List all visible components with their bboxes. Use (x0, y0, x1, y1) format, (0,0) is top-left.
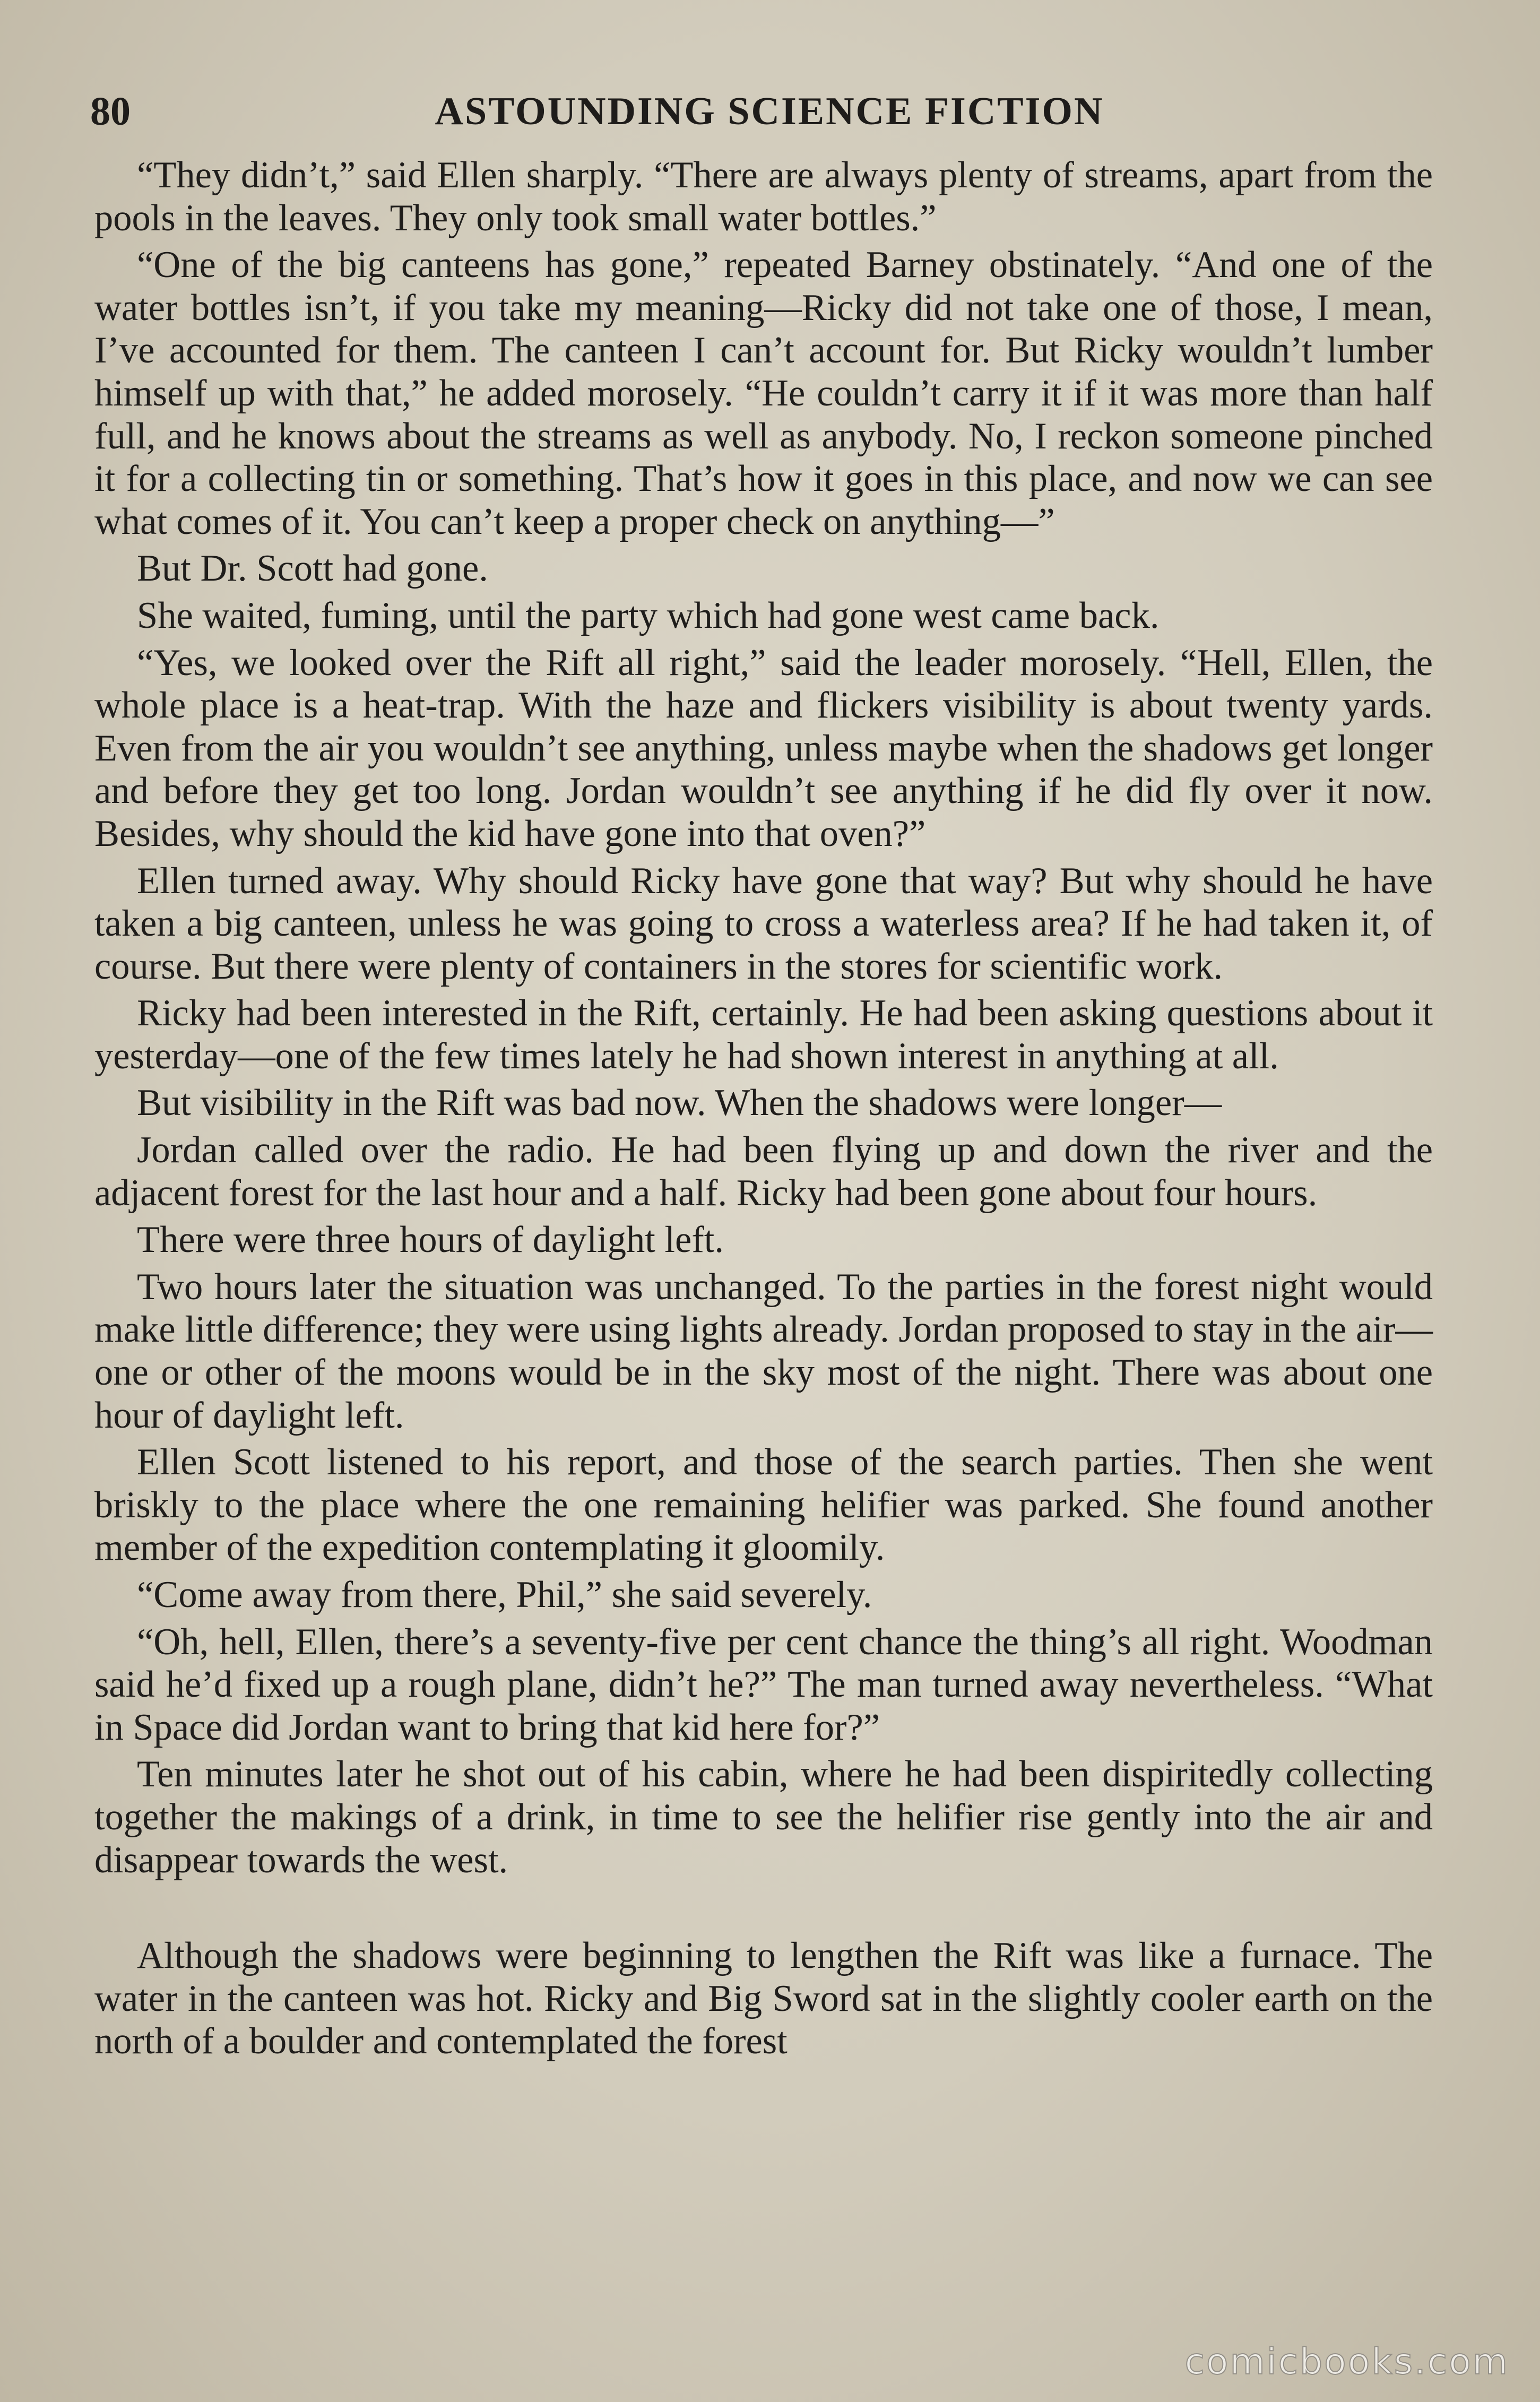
running-head: ASTOUNDING SCIENCE FICTION (435, 90, 1104, 133)
paragraph: “Come away from there, Phil,” she said severely. (137, 1574, 872, 1615)
paragraph: Two hours later the situation was unchanged. To the parties in the forest night would make little difference; they were using lights already. Jordan proposed to stay in the air—one or other of the moons would be in the sky most of the night. There was about one hour of daylight left. (94, 1266, 1433, 1436)
paragraph: “Oh, hell, Ellen, there’s a seventy-five per cent chance the thing’s all right. Woodman said he’d fixed up a rough plane, didn’t he?” The man turned away nevertheless. “What in Space did Jordan want to bring that kid here for?” (94, 1621, 1433, 1748)
paragraph: Jordan called over the radio. He had been flying up and down the river and the adjacent forest for the last hour and a half. Ricky had been gone about four hours. (94, 1129, 1433, 1214)
paragraph: She waited, fuming, until the party which had gone west came back. (137, 594, 1160, 636)
paragraph: Ten minutes later he shot out of his cabin, where he had been dispiritedly collecting together the makings of a drink, in time to see the helifier rise gently into the air and disappear towards the west. (94, 1753, 1433, 1881)
paragraph: “One of the big canteens has gone,” repeated Barney obstinately. “And one of the water bottles isn’t, if you take my meaning—Ricky did not take one of those, I mean, I’ve accounted for them. The canteen I can’t account for. But Ricky wouldn’t lumber himself up with that,” he added morosely. “He couldn’t carry it if it was more than half full, and he knows about the streams as well as anybody. No, I reckon someone pinched it for a collecting tin or something. That’s how it goes in this place, and now we can see what comes of it. You can’t keep a proper check on anything—” (94, 244, 1433, 542)
paragraph: But Dr. Scott had gone. (137, 548, 488, 590)
watermark-logo: comicbooks.com (1184, 2341, 1509, 2383)
paragraph: “Yes, we looked over the Rift all right,” said the leader morosely. “Hell, Ellen, the whole place is a heat-trap. With the haze and flickers visibility is about twenty yards. Even from the air you wouldn’t see anything, unless maybe when the shadows get longer and before they get too long. Jordan wouldn’t see anything if he did fly over it now. Besides, why should the kid have gone into that oven?” (94, 642, 1433, 854)
paragraph: “They didn’t,” said Ellen sharply. “There are always plenty of streams, apart from the pools in the leaves. They only took small water bottles.” (94, 154, 1433, 239)
paragraph: There were three hours of daylight left. (137, 1219, 724, 1261)
paragraph: Ellen turned away. Why should Ricky have gone that way? But why should he have taken a big canteen, unless he was going to cross a waterless area? If he had taken it, of course. But there were plenty of containers in the stores for scientific work. (94, 860, 1433, 987)
page-number: 80 (90, 89, 131, 134)
section-break (94, 1886, 1433, 1934)
paragraph: Ricky had been interested in the Rift, certainly. He had been asking questions about it yesterday—one of the few times lately he had shown interest in anything at all. (94, 992, 1433, 1077)
story-text (94, 154, 1433, 2067)
paragraph: Although the shadows were beginning to lengthen the Rift was like a furnace. The water in the canteen was hot. Ricky and Big Sword sat in the slightly cooler earth on the north of a boulder and contemplated the forest (94, 1935, 1433, 2062)
paragraph: But visibility in the Rift was bad now. When the shadows were longer— (137, 1082, 1222, 1124)
paragraph: Ellen Scott listened to his report, and those of the search parties. Then she went briskly to the place where the one remaining helifier was parked. She found another member of the expedition contemplating it gloomily. (94, 1441, 1433, 1569)
page-header (90, 85, 1449, 138)
